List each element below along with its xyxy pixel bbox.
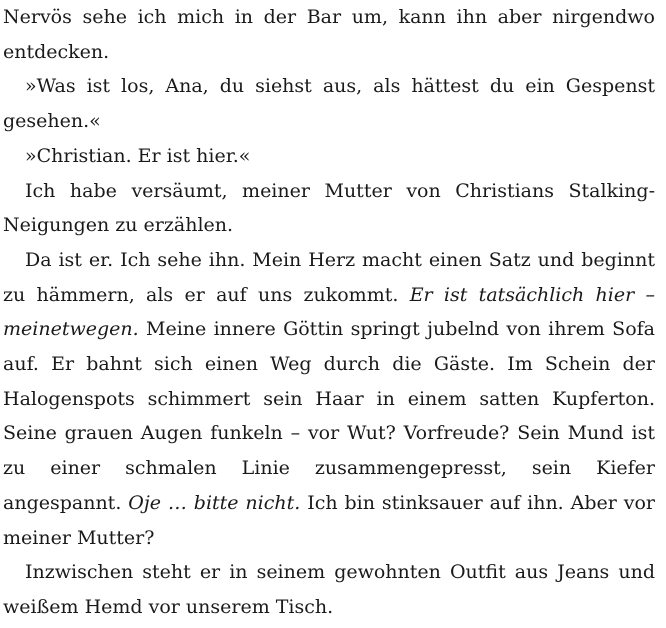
book-page — [3, 0, 655, 625]
text-run: Da ist er. Ich sehe ihn. Mein Herz macht einen Satz und beginnt zu hämmern, als er auf uns zukommt. — [3, 248, 655, 306]
text-run: »Was ist los, Ana, du siehst aus, als hättest du ein Gespenst gesehen.« — [3, 75, 655, 133]
text-run: Ich habe versäumt, meiner Mutter von Christians Stalking-Neigungen zu erzählen. — [3, 179, 655, 237]
text-run: Inzwischen steht er in seinem gewohnten Outfit aus Jeans und weißem Hemd vor unserem Tisch. — [3, 561, 655, 618]
text-run: Ich bin stinksauer auf ihn. Aber vor meiner Mutter? — [3, 491, 655, 549]
paragraph — [3, 0, 655, 69]
paragraph — [3, 139, 655, 174]
paragraph — [3, 555, 655, 624]
paragraph — [3, 69, 655, 138]
text-run: »Christian. Er ist hier.« — [25, 144, 251, 167]
text-run: Meine innere Göttin springt jubelnd von ihrem Sofa auf. Er bahnt sich einen Weg durch die Gäste. Im Schein der Halogenspots schimmert sein Haar in einem satten Kupferton. Seine grauen Augen funkeln – vor Wut? Vorfreude? Sein Mund ist zu einer schmalen Linie zusammengepresst, sein Kiefer angespannt. — [3, 318, 655, 514]
italic-text-run: Er ist tatsächlich hier – meinetwegen. — [3, 283, 655, 341]
paragraph — [3, 243, 655, 555]
italic-text-run: Oje … bitte nicht. — [128, 491, 301, 514]
text-run: Nervös sehe ich mich in der Bar um, kann ihn aber nirgendwo entdecken. — [3, 6, 655, 63]
paragraph — [3, 174, 655, 243]
